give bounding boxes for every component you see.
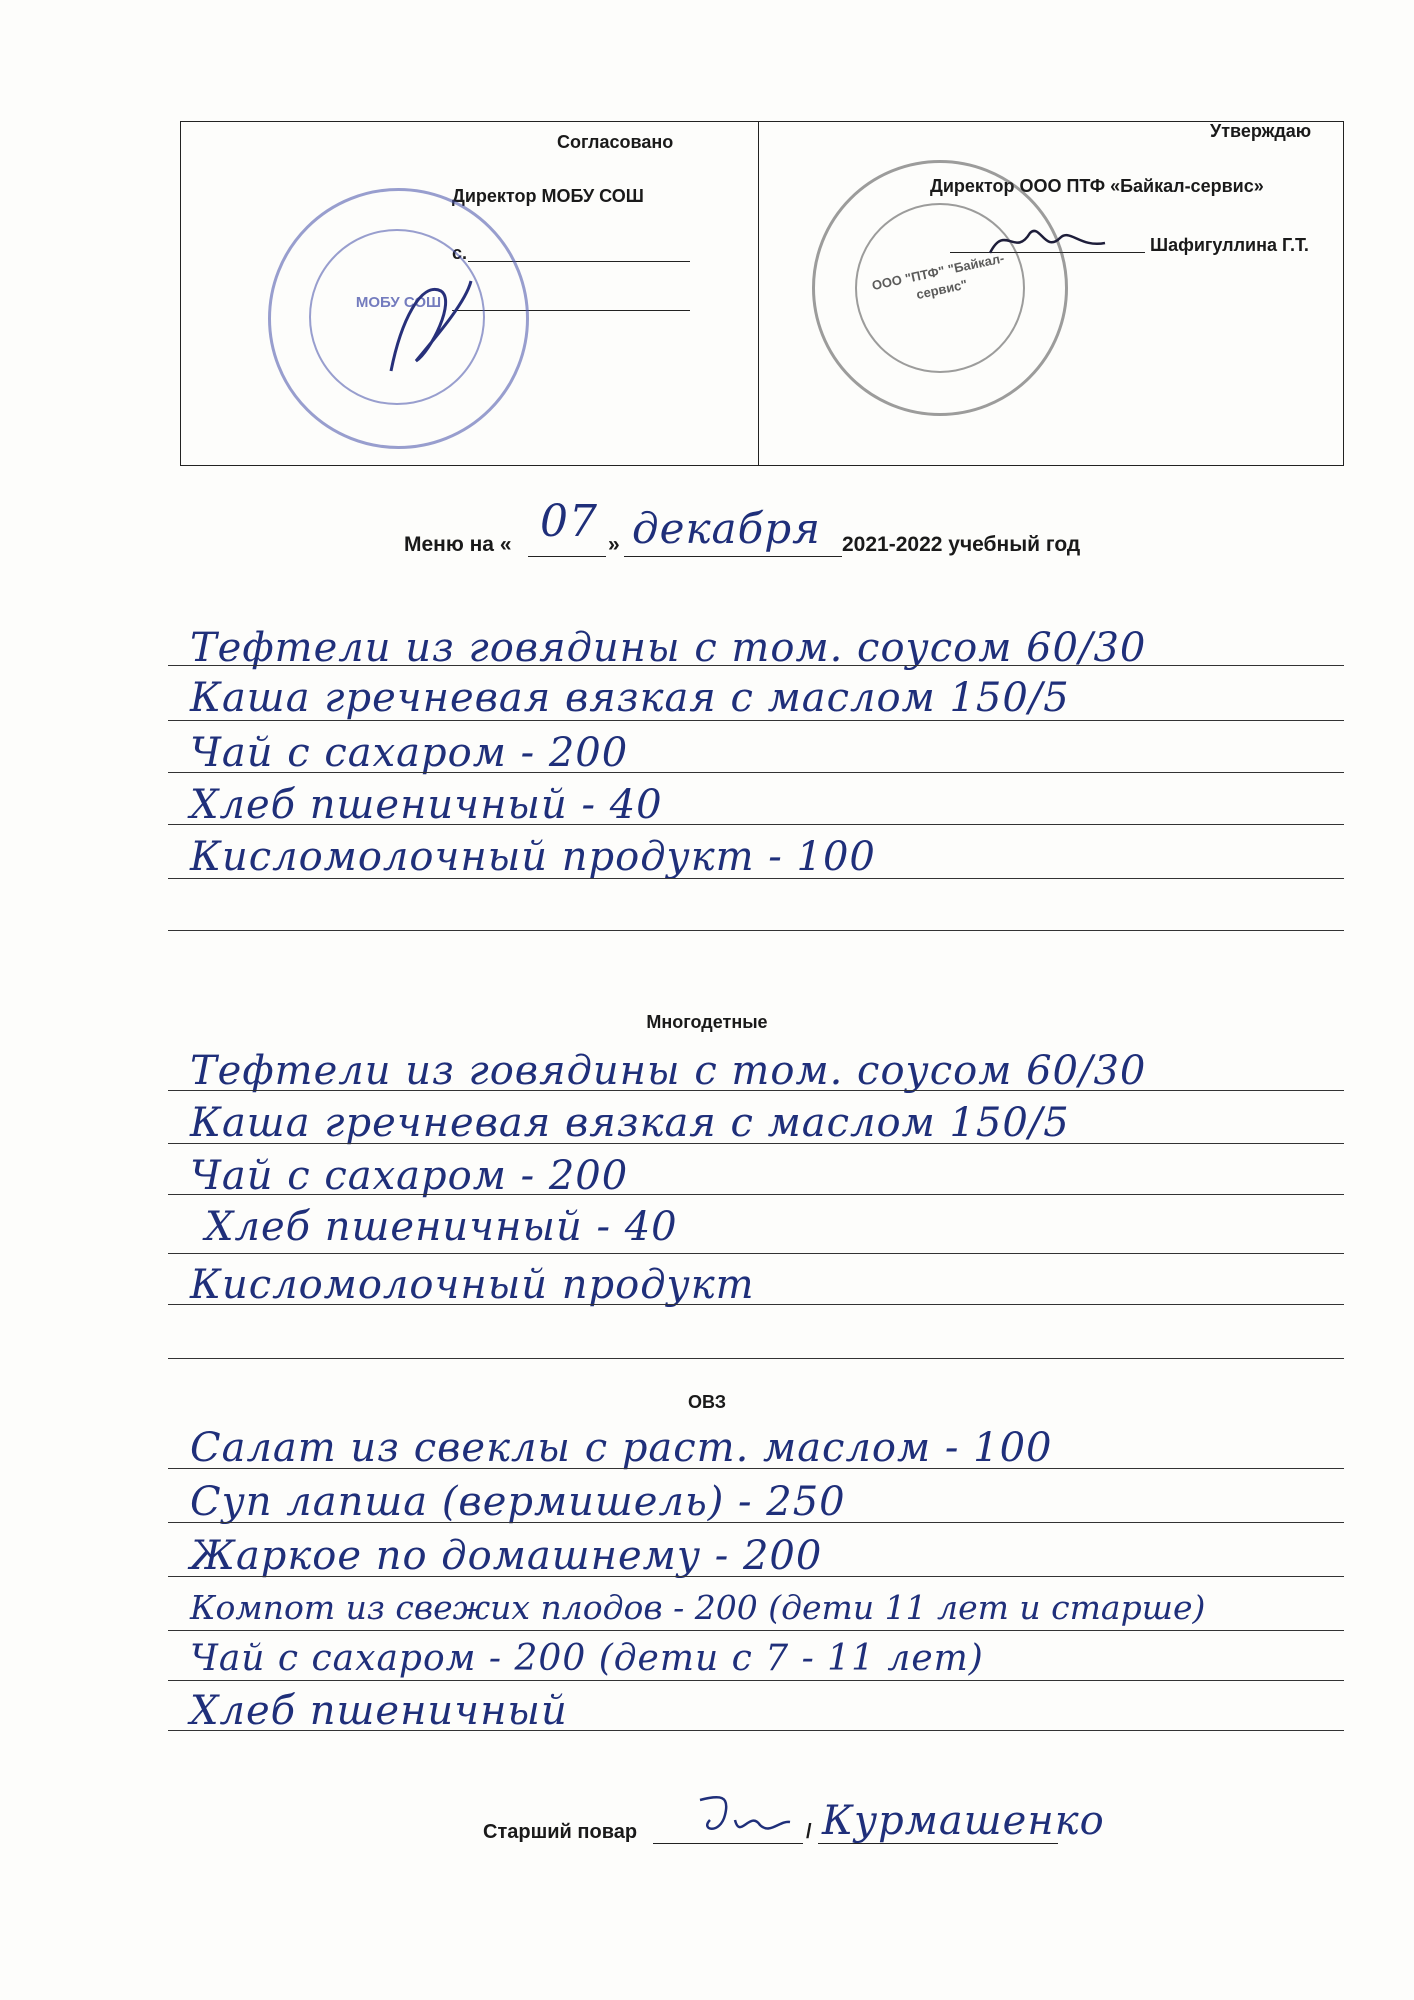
school-director-role: Директор МОБУ СОШ xyxy=(452,186,644,206)
main-menu-item-1: Тефтели из говядины с том. соусом 60/30 xyxy=(190,625,1147,671)
ovz-item-6: Хлеб пшеничный xyxy=(190,1688,568,1734)
rule xyxy=(168,1143,1344,1144)
large-families-item-2: Каша гречневая вязкая с маслом 150/5 xyxy=(190,1100,1070,1146)
school-stamp xyxy=(268,188,529,449)
ovz-item-2: Суп лапша (вермишель) - 250 xyxy=(190,1479,846,1525)
rule xyxy=(168,772,1344,773)
rule xyxy=(168,1253,1344,1254)
ovz-title: ОВЗ xyxy=(687,1392,727,1412)
director-signature-icon xyxy=(985,213,1115,273)
rule xyxy=(168,930,1344,931)
rule xyxy=(168,1522,1344,1523)
rule xyxy=(168,1468,1344,1469)
rule xyxy=(168,1090,1344,1091)
main-menu-item-4: Хлеб пшеничный - 40 xyxy=(190,782,663,828)
company-stamp-text: ООО "ПТФ" "Байкал-сервис" xyxy=(870,250,1006,303)
ovz-item-3: Жаркое по домашнему - 200 xyxy=(190,1533,823,1579)
large-families-item-5: Кисломолочный продукт xyxy=(190,1262,755,1308)
rule xyxy=(168,665,1344,666)
rule xyxy=(168,1194,1344,1195)
large-families-item-1: Тефтели из говядины с том. соусом 60/30 xyxy=(190,1048,1147,1094)
head-cook-label: Старший повар xyxy=(483,1821,638,1843)
ovz-item-4: Компот из свежих плодов - 200 (дети 11 лет и старше) xyxy=(190,1588,1206,1627)
school-signature-icon xyxy=(371,261,481,391)
agreed-title: Согласовано xyxy=(557,132,674,152)
main-menu-item-2: Каша гречневая вязкая с маслом 150/5 xyxy=(190,675,1070,721)
month-underline xyxy=(624,556,842,557)
menu-header-prefix: Меню на « xyxy=(404,533,512,556)
school-stamp-text: МОБУ СОШ xyxy=(355,294,442,311)
company-director-role: Директор ООО ПТФ «Байкал-сервис» xyxy=(930,176,1264,196)
director-name: Шафигуллина Г.Т. xyxy=(1150,235,1309,255)
rule xyxy=(168,1730,1344,1731)
company-stamp xyxy=(812,160,1068,416)
cook-signature-icon xyxy=(690,1790,800,1850)
menu-month: декабря xyxy=(632,504,821,553)
ovz-item-5: Чай с сахаром - 200 (дети с 7 - 11 лет) xyxy=(190,1638,984,1679)
approve-title: Утверждаю xyxy=(1210,121,1312,141)
rule xyxy=(168,1630,1344,1631)
large-families-item-3: Чай с сахаром - 200 xyxy=(190,1153,629,1199)
approval-divider xyxy=(758,121,759,466)
menu-header-suffix: 2021-2022 учебный год xyxy=(842,533,1081,556)
main-menu-item-3: Чай с сахаром - 200 xyxy=(190,730,629,776)
large-families-item-4: Хлеб пшеничный - 40 xyxy=(205,1204,678,1250)
rule xyxy=(168,720,1344,721)
rule xyxy=(168,1680,1344,1681)
rule xyxy=(168,824,1344,825)
ovz-item-1: Салат из свеклы с раст. маслом - 100 xyxy=(190,1425,1053,1471)
menu-header-mid: » xyxy=(608,533,620,556)
footer-separator: / xyxy=(806,1821,812,1843)
large-families-title: Многодетные xyxy=(646,1012,768,1032)
place-prefix: с. xyxy=(452,243,468,263)
rule xyxy=(168,1576,1344,1577)
rule xyxy=(168,878,1344,879)
cook-name: Курмашенко xyxy=(822,1798,1105,1844)
main-menu-item-5: Кисломолочный продукт - 100 xyxy=(190,834,876,880)
rule xyxy=(168,1358,1344,1359)
menu-day: 07 xyxy=(540,496,598,547)
rule xyxy=(168,1304,1344,1305)
day-underline xyxy=(528,556,606,557)
